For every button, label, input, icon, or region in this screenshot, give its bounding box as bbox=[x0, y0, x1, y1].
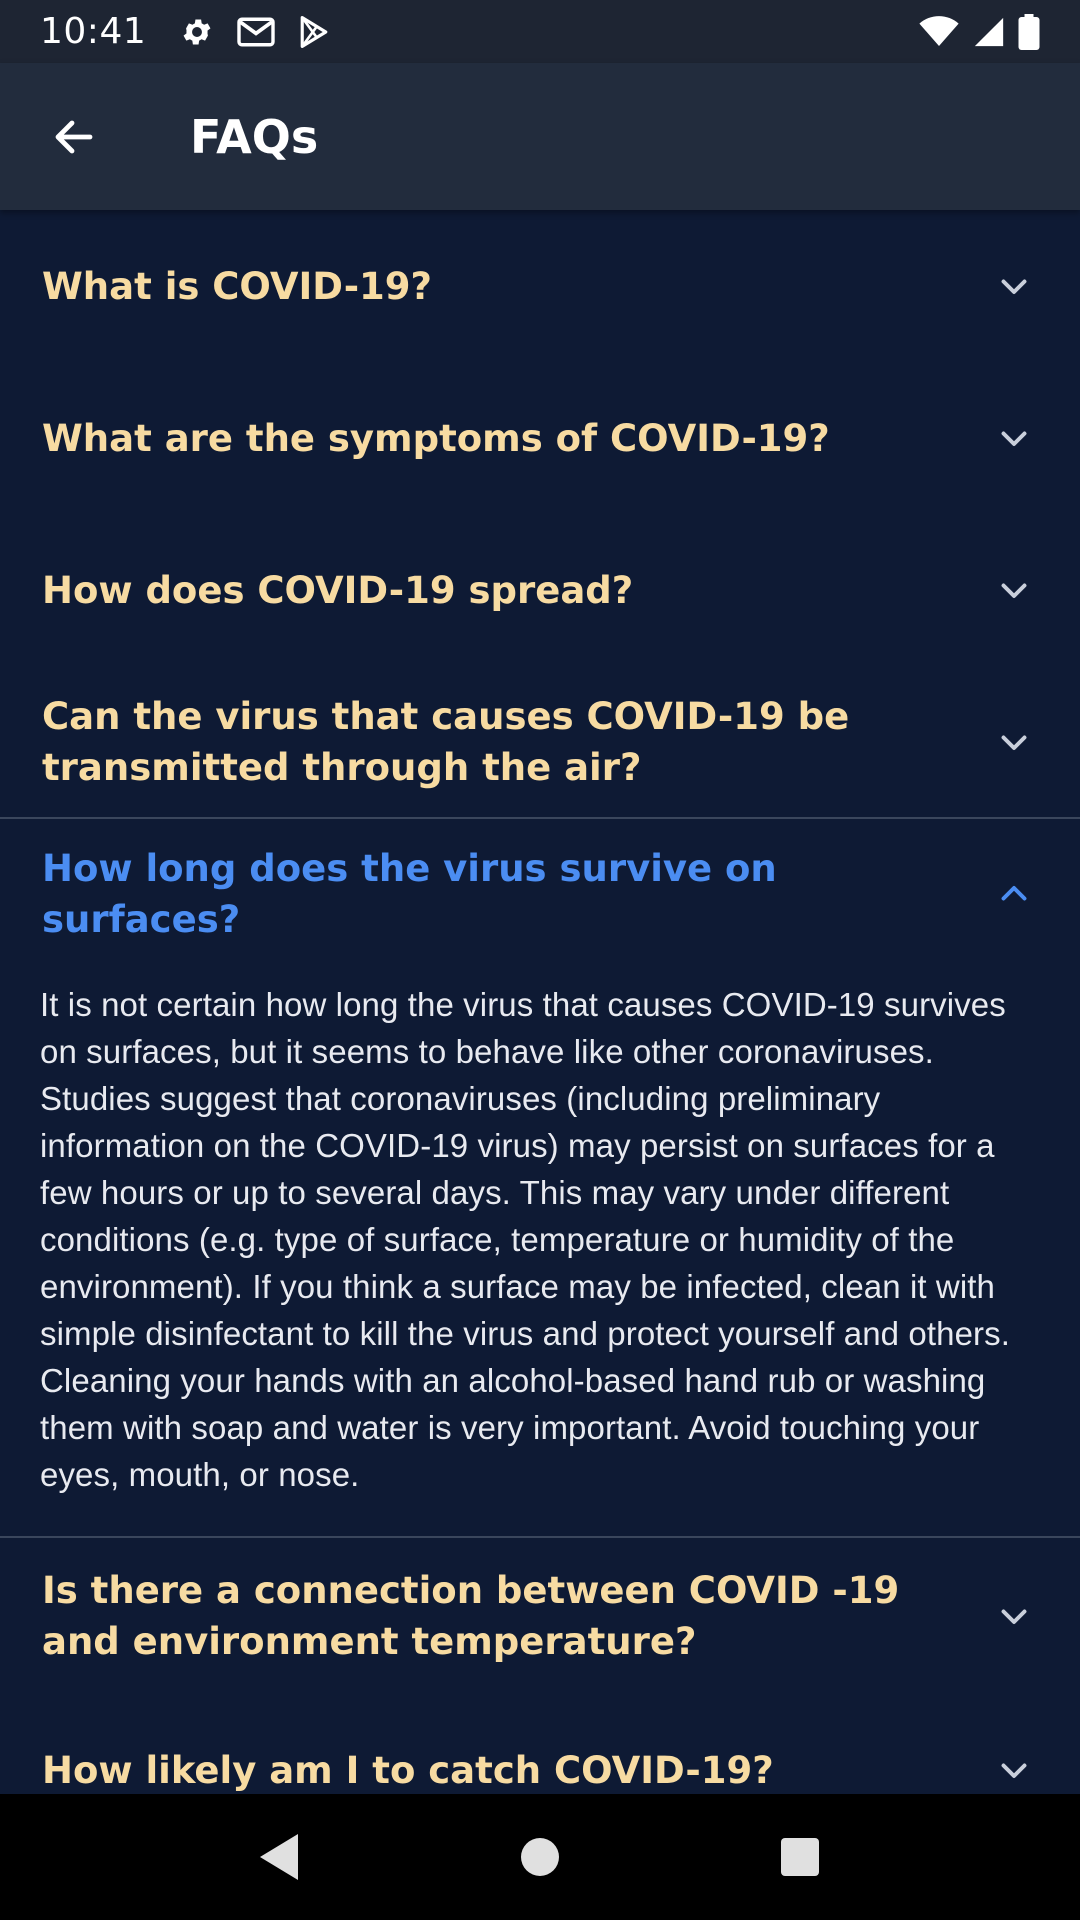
faq-question-row[interactable] bbox=[0, 1694, 1080, 1794]
faq-question: Can the virus that causes COVID-19 be transmitted through the air? bbox=[42, 694, 850, 789]
faq-question: What is COVID-19? bbox=[42, 264, 432, 308]
chevron-down-icon[interactable] bbox=[988, 1744, 1040, 1794]
chevron-up-icon[interactable] bbox=[988, 868, 1040, 920]
home-circle-icon bbox=[520, 1837, 560, 1877]
chevron-down-icon[interactable] bbox=[988, 260, 1040, 312]
faq-question: How likely am I to catch COVID-19? bbox=[42, 1748, 774, 1792]
faq-question: How long does the virus survive on surfaces? bbox=[42, 847, 777, 941]
back-button[interactable] bbox=[0, 63, 148, 210]
chevron-down-icon[interactable] bbox=[988, 564, 1040, 616]
faq-question-row[interactable] bbox=[0, 666, 1080, 817]
faq-item bbox=[0, 362, 1080, 514]
chevron-down-icon[interactable] bbox=[988, 716, 1040, 768]
faq-item bbox=[0, 1538, 1080, 1694]
faq-question-row[interactable] bbox=[0, 1538, 1080, 1694]
faq-item bbox=[0, 514, 1080, 666]
status-time: 10:41 bbox=[40, 11, 147, 52]
faq-question-row[interactable] bbox=[0, 514, 1080, 666]
arrow-left-icon bbox=[50, 113, 98, 161]
status-bar bbox=[0, 0, 1080, 63]
faq-list[interactable] bbox=[0, 210, 1080, 1794]
back-triangle-icon bbox=[258, 1832, 302, 1882]
faq-item-expanded bbox=[0, 819, 1080, 1536]
battery-icon bbox=[1018, 14, 1040, 50]
settings-icon bbox=[180, 15, 214, 49]
faq-question-row[interactable] bbox=[0, 210, 1080, 362]
nav-recents-button[interactable] bbox=[740, 1797, 860, 1917]
page-title: FAQs bbox=[190, 109, 319, 164]
app-bar bbox=[0, 63, 1080, 210]
faq-item bbox=[0, 666, 1080, 817]
faq-item bbox=[0, 210, 1080, 362]
nav-home-button[interactable] bbox=[480, 1797, 600, 1917]
play-store-icon bbox=[298, 15, 330, 49]
faq-question-row[interactable] bbox=[0, 819, 1080, 969]
recents-square-icon bbox=[780, 1837, 820, 1877]
signal-icon bbox=[972, 15, 1006, 49]
faq-question: How does COVID-19 spread? bbox=[42, 568, 634, 612]
chevron-down-icon[interactable] bbox=[988, 412, 1040, 464]
faq-question: Is there a connection between COVID -19 and environment temperature? bbox=[42, 1569, 900, 1663]
navigation-bar bbox=[0, 1794, 1080, 1920]
faq-item bbox=[0, 1694, 1080, 1794]
status-icons-left bbox=[180, 15, 330, 49]
faq-question-row[interactable] bbox=[0, 362, 1080, 514]
gmail-icon bbox=[236, 15, 276, 49]
nav-back-button[interactable] bbox=[220, 1797, 340, 1917]
faq-question: What are the symptoms of COVID-19? bbox=[42, 416, 830, 460]
chevron-down-icon[interactable] bbox=[988, 1590, 1040, 1642]
wifi-icon bbox=[918, 15, 960, 49]
faq-answer: It is not certain how long the virus that causes COVID-19 survives on surfaces, but it seems to behave like other coronaviruses. Studies suggest that coronaviruses (including preliminary information on the COVID-19 virus) may persist on surfaces for a few hours or up to several days. This may vary under different conditions (e.g. type of surface, temperature or humidity of the environment). If you think a surface may be infected, clean it with simple disinfectant to kill the virus and protect yourself and others. Cleaning your hands with an alcohol-based hand rub or washing them with soap and water is very important. Avoid touching your eyes, mouth, or nose. bbox=[40, 986, 1010, 1493]
status-icons-right bbox=[918, 14, 1040, 50]
